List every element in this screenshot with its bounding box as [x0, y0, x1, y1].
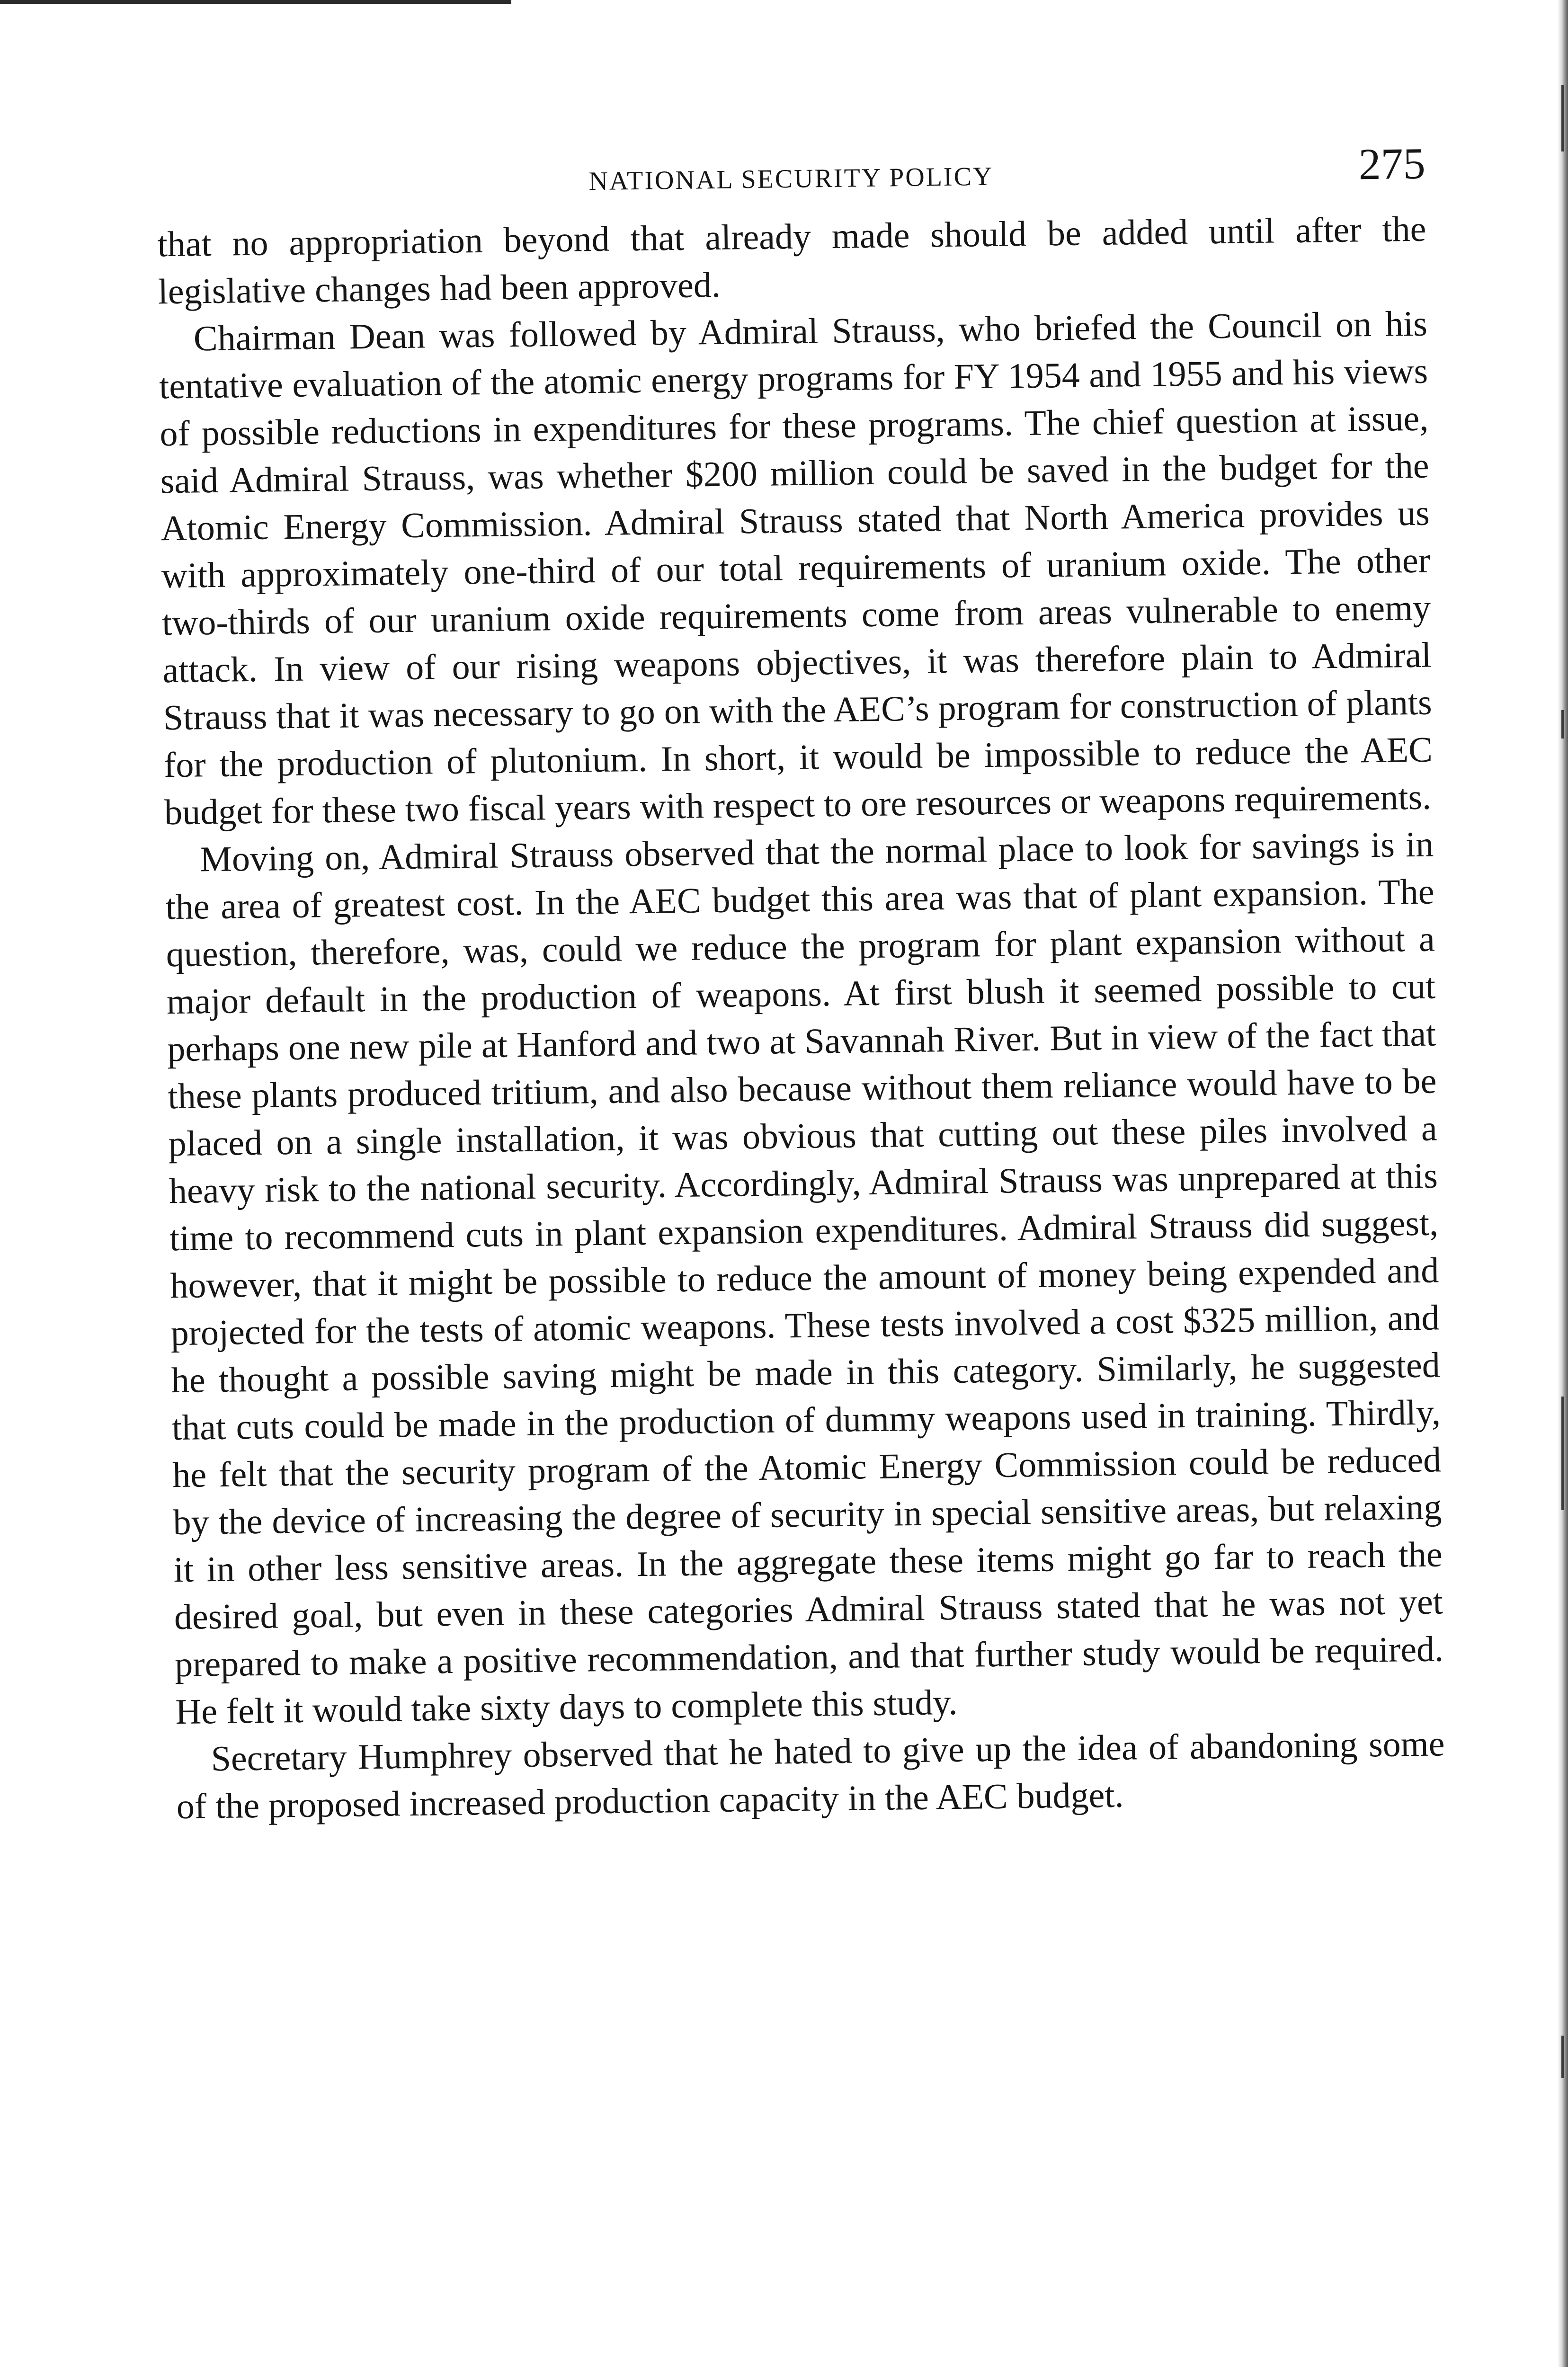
paragraph-dean-strauss: Chairman Dean was followed by Admiral Strauss, who briefed the Council on his tentative evaluation of the atomic energy programs for FY 1954 and 1955 and his views of possible reductions in expenditures for these programs. The chief question at issue, said Admiral Strauss, was whether $200 million could be saved in the budget for the Atomic Energy Commission. Admiral Strauss stated that North America provides us with approximately one-third of our total requirements of uranium oxide. The other two-thirds of our uranium oxide requirements come from areas vulnerable to enemy attack. In view of our rising weapons objectives, it was therefore plain to Admiral Strauss that it was necessary to go on with the AEC’s program for construction of plants for the production of plutonium. In short, it would be impossible to reduce the AEC budget for these two fiscal years with respect to ore resources or weapons requirements.: [159, 303, 1433, 833]
page-number: 275: [1358, 139, 1426, 189]
book-page: [156, 134, 1452, 2367]
scan-edge-mark: [1561, 85, 1564, 151]
scan-edge-mark: [1561, 1397, 1564, 1510]
scan-edge-mark: [1561, 710, 1564, 739]
body-text: [157, 205, 1445, 1830]
paragraph-savings: Moving on, Admiral Strauss observed that the normal place to look for savings is in the area of greatest cost. In the AEC budget this area was that of plant expansion. The question, therefore, was, could we reduce the program for plant expansion without a major default in the production of weapons. At first blush it seemed possible to cut perhaps one new pile at Hanford and two at Savannah River. But in view of the fact that these plants produced tritium, and also because without them reliance would have to be placed on a single installation, it was obvious that cutting out these piles involved a heavy risk to the national security. Accordingly, Admiral Strauss was unprepared at this time to recommend cuts in plant expansion expenditures. Admiral Strauss did suggest, however, that it might be possible to reduce the amount of money being expended and projected for the tests of atomic weapons. These tests involved a cost $325 million, and he thought a possible saving might be made in this category. Similarly, he suggested that cuts could be made in the production of dummy weapons used in training. Thirdly, he felt that the security program of the Atomic Energy Commission could be reduced by the device of increasing the degree of security in special sensitive areas, but relaxing it in other less sensitive areas. In the aggregate these items might go far to reach the desired goal, but even in these categories Admiral Strauss stated that he was not yet prepared to make a positive recommendation, and that further study would be required. He felt it would take sixty days to complete this study.: [165, 824, 1444, 1732]
scan-edge-mark: [1561, 2036, 1564, 2078]
paragraph-humphrey: Secretary Humphrey observed that he hated to give up the idea of abandoning some of the proposed increased production capacity in the AEC budget.: [176, 1724, 1445, 1827]
paragraph-continued: that no appropriation beyond that already made should be added until after the legislative changes had been approved.: [157, 209, 1426, 312]
running-title: NATIONAL SECURITY POLICY: [588, 161, 994, 196]
scan-edge-right: [1558, 0, 1568, 2367]
scan-border-top: [0, 0, 511, 4]
